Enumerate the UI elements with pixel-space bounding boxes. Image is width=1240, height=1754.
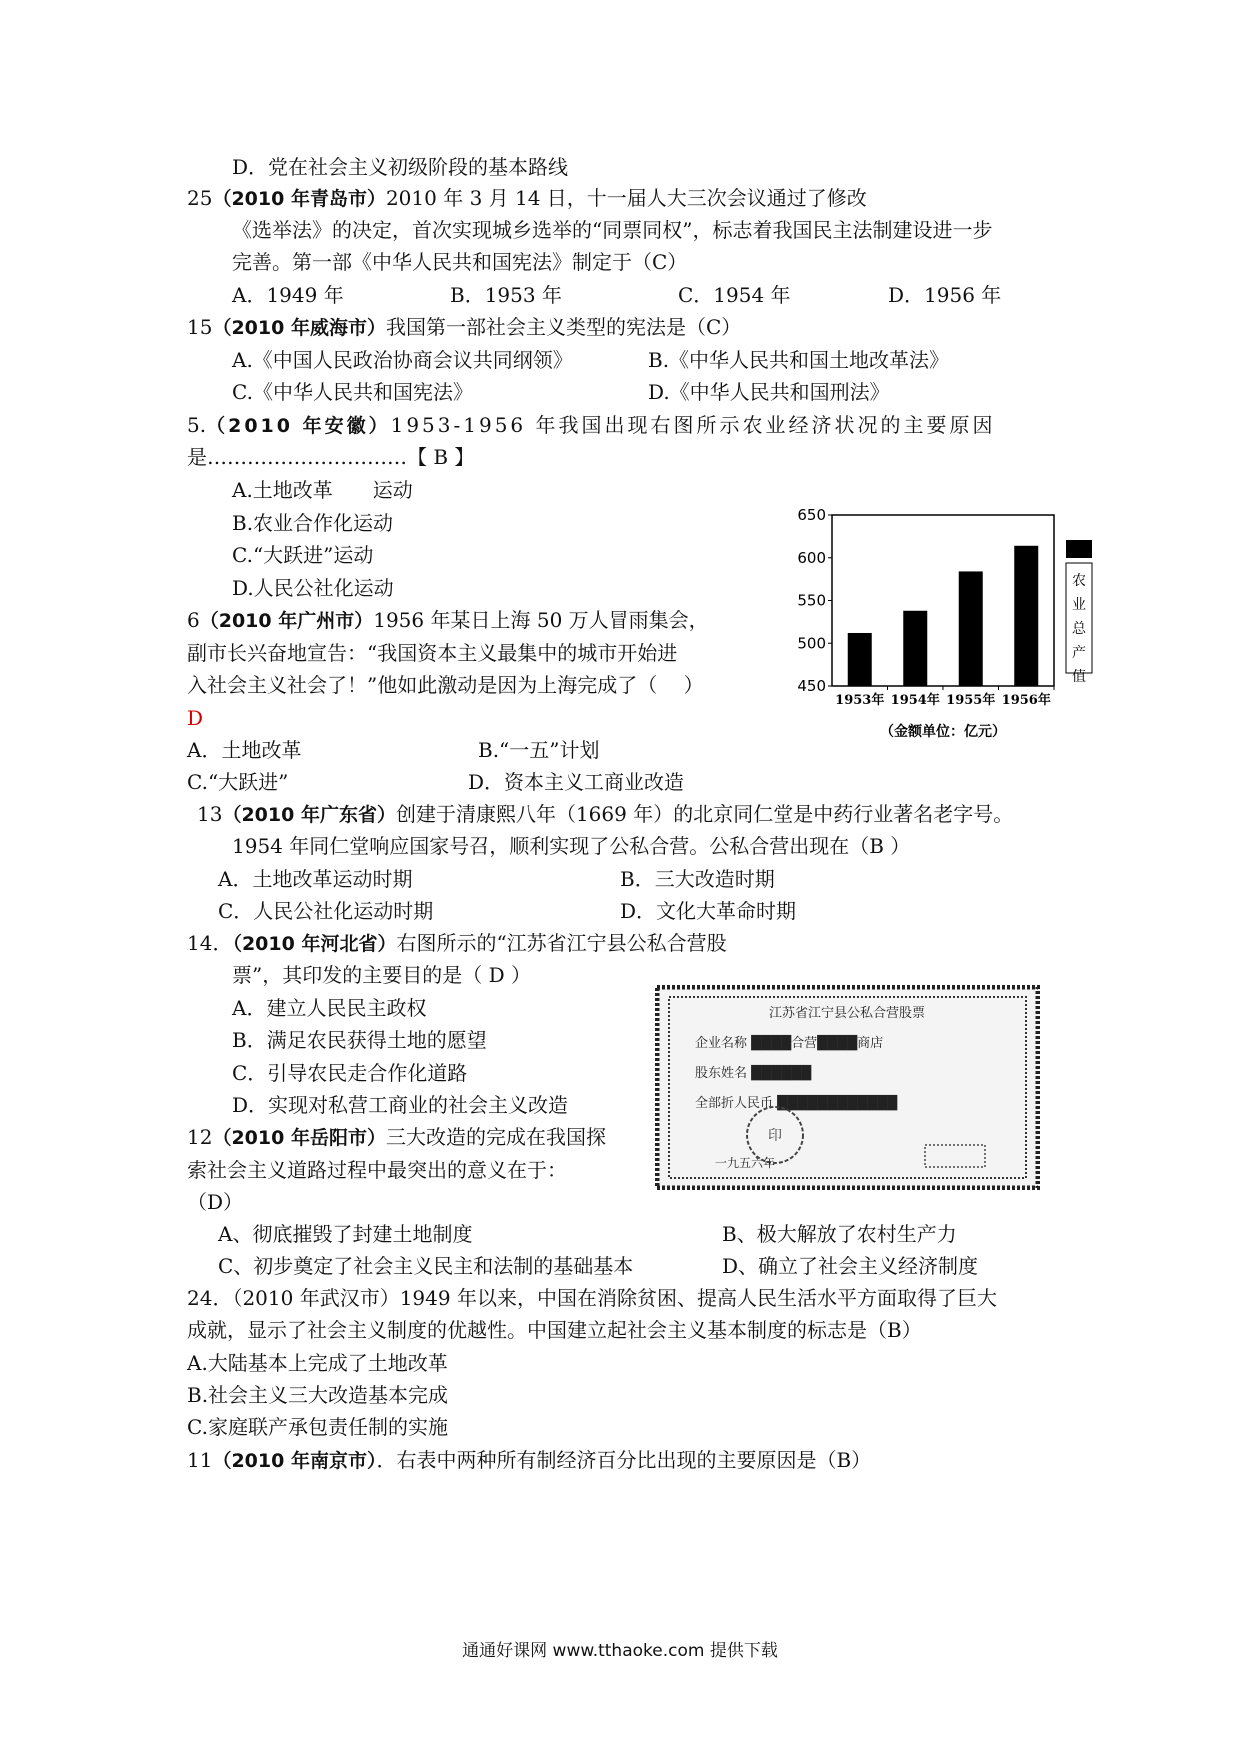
question-25-line-3: 完善。第一部《中华人民共和国宪法》制定于（C） — [232, 250, 688, 274]
question-25-option-b: B．1953 年 — [450, 283, 562, 307]
question-source: （2010 年岳阳市） — [212, 1127, 386, 1149]
question-12-option-b: B、极大解放了农村生产力 — [722, 1222, 957, 1246]
question-text: 创建于清康熙八年（1669 年）的北京同仁堂是中药行业著名老字号。 — [395, 802, 1014, 826]
page-footer: 通通好课网 www.tthaoke.com 提供下载 — [462, 1641, 778, 1661]
question-15-option-a: A.《中国人民政治协商会议共同纲领》 — [232, 348, 573, 372]
question-25-line-1 — [187, 185, 867, 212]
question-14-option-c: C．引导农民走合作化道路 — [232, 1061, 468, 1085]
question-24-option-a: A.大陆基本上完成了土地改革 — [187, 1351, 448, 1375]
legend-swatch — [1066, 540, 1092, 558]
certificate-row-2: 股东姓名 ██████ — [695, 1066, 812, 1081]
question-12-line-2: 索社会主义道路过程中最突出的意义在于： — [187, 1158, 567, 1182]
question-13-option-a: A．土地改革运动时期 — [218, 867, 413, 891]
question-number: 14． — [187, 931, 233, 955]
question-text: ．右表中两种所有制经济百分比出现的主要原因是（B） — [376, 1448, 872, 1472]
question-text: 三大改造的完成在我国探 — [385, 1125, 606, 1149]
x-tick-label: 1955年 — [946, 693, 996, 708]
y-tick-label: 450 — [797, 677, 826, 695]
question-24-option-c: C.家庭联产承包责任制的实施 — [187, 1415, 448, 1439]
question-text: 我国第一部社会主义类型的宪法是（C） — [385, 315, 742, 339]
y-tick-label: 650 — [797, 506, 826, 524]
question-source: （2010 年广州市） — [199, 610, 374, 632]
question-25-line-2: 《选举法》的决定，首次实现城乡选举的“同票同权”，标志着我国民主法制建设进一步 — [232, 218, 993, 242]
question-6-answer: D — [187, 706, 204, 730]
question-15-option-b: B.《中华人民共和国土地改革法》 — [648, 348, 950, 372]
question-number: 12 — [187, 1125, 213, 1149]
chart-unit-note: （金额单位：亿元） — [880, 724, 1006, 740]
legend-char: 总 — [1072, 621, 1086, 637]
y-tick-label: 600 — [797, 548, 826, 567]
certificate-row-1: 企业名称 ████合营████商店 — [695, 1036, 884, 1051]
question-15-option-c: C.《中华人民共和国宪法》 — [232, 380, 473, 404]
question-source: （2010 年威海市） — [212, 317, 386, 339]
question-text: 2010 年 3 月 14 日，十一届人大三次会议通过了修改 — [385, 186, 867, 210]
question-13-option-b: B．三大改造时期 — [620, 867, 775, 891]
question-13-option-d: D．文化大革命时期 — [620, 899, 797, 923]
certificate-date: 一九五六年 — [715, 1156, 776, 1170]
question-text: 右图所示的“江苏省江宁县公私合营股 — [396, 931, 727, 955]
question-14-line-1 — [187, 930, 727, 957]
question-13-line-2: 1954 年同仁堂响应国家号召，顺利实现了公私合营。公私合营出现在（B ） — [232, 834, 911, 858]
question-24-option-b: B.社会主义三大改造基本完成 — [187, 1383, 449, 1407]
question-source: （2010 年广东省） — [222, 804, 396, 826]
question-6-line-1 — [187, 607, 709, 634]
question-13-option-c: C．人民公社化运动时期 — [218, 899, 434, 923]
question-number: 25 — [187, 186, 213, 210]
question-source: （2010 年安徽） — [206, 415, 391, 437]
question-source: （2010 年南京市） — [212, 1450, 377, 1472]
question-6-option-c: C.“大跃进” — [187, 770, 289, 794]
question-6-option-a: A．土地改革 — [187, 738, 302, 762]
agriculture-output-chart — [790, 505, 1130, 755]
question-5-line-1 — [187, 412, 996, 439]
x-tick-label: 1956年 — [1001, 693, 1051, 708]
question-text: 1956 年某日上海 50 万人冒雨集会， — [373, 608, 709, 632]
question-14-option-a: A．建立人民民主政权 — [232, 996, 427, 1020]
question-6-option-b: B.“一五”计划 — [478, 738, 600, 762]
question-12-line-3: （D） — [187, 1190, 244, 1214]
y-tick-label: 500 — [797, 634, 826, 653]
question-14-line-2: 票”，其印发的主要目的是（ D ） — [232, 963, 531, 987]
question-5-option-d: D.人民公社化运动 — [232, 576, 394, 600]
question-12-option-c: C、初步奠定了社会主义民主和法制的基础基本 — [218, 1254, 634, 1278]
x-tick-label: 1954年 — [890, 693, 940, 708]
legend-char: 值 — [1072, 669, 1086, 685]
question-25-option-a: A．1949 年 — [232, 283, 344, 307]
question-number: 13 — [197, 802, 223, 826]
question-6-line-2: 副市长兴奋地宣告：“我国资本主义最集中的城市开始进 — [187, 641, 678, 665]
question-source: （2010 年青岛市） — [212, 188, 386, 210]
question-12-option-d: D、确立了社会主义经济制度 — [722, 1254, 979, 1278]
certificate-seal-mark: 印 — [768, 1128, 782, 1144]
bar — [848, 633, 872, 686]
question-24-line-2: 成就，显示了社会主义制度的优越性。中国建立起社会主义基本制度的标志是（B） — [187, 1318, 922, 1342]
bar — [1014, 546, 1038, 686]
bar — [903, 611, 927, 686]
legend-char: 产 — [1072, 645, 1086, 661]
question-5-option-a: A.土地改革 运动 — [232, 478, 413, 502]
question-number: 5. — [187, 413, 207, 437]
question-source: （2010 年河北省） — [232, 933, 397, 955]
legend-char: 业 — [1072, 597, 1086, 613]
question-25-option-d: D．1956 年 — [888, 283, 1002, 307]
question-24-line-1: 24．（2010 年武汉市）1949 年以来，中国在消除贫困、提高人民生活水平方面取得了巨大 — [187, 1286, 997, 1310]
question-13-line-1 — [197, 801, 1013, 828]
legend-char: 农 — [1072, 573, 1086, 589]
question-14-option-d: D．实现对私营工商业的社会主义改造 — [232, 1093, 569, 1117]
question-12-option-a: A、彻底摧毁了封建土地制度 — [218, 1222, 473, 1246]
question-12-line-1 — [187, 1124, 606, 1151]
x-tick-label: 1953年 — [835, 693, 885, 708]
question-6-line-3: 入社会主义社会了！”他如此激动是因为上海完成了（ ） — [187, 673, 704, 697]
question-number: 15 — [187, 315, 213, 339]
question-11-line-1 — [187, 1447, 871, 1474]
bar — [959, 571, 983, 686]
question-5-option-c: C.“大跃进”运动 — [232, 543, 374, 567]
question-number: 11 — [187, 1448, 213, 1472]
question-number: 6 — [187, 608, 200, 632]
certificate-title: 江苏省江宁县公私合营股票 — [768, 1006, 926, 1021]
certificate-row-3: 全部折人民币 ████████████ — [695, 1096, 898, 1111]
question-15-option-d: D.《中华人民共和国刑法》 — [648, 380, 890, 404]
question-25-option-c: C．1954 年 — [678, 283, 791, 307]
question-14-option-b: B．满足农民获得土地的愿望 — [232, 1028, 487, 1052]
question-5-option-b: B.农业合作化运动 — [232, 511, 394, 535]
prev-question-option-d: D．党在社会主义初级阶段的基本路线 — [232, 155, 569, 179]
question-15-line-1 — [187, 314, 741, 341]
question-6-option-d: D．资本主义工商业改造 — [468, 770, 685, 794]
y-tick-label: 550 — [797, 591, 826, 610]
question-text: 1953-1956 年我国出现右图所示农业经济状况的主要原因 — [390, 413, 996, 437]
question-5-line-2: 是…………………………【 B 】 — [187, 445, 475, 469]
stock-certificate-image — [655, 985, 1040, 1190]
